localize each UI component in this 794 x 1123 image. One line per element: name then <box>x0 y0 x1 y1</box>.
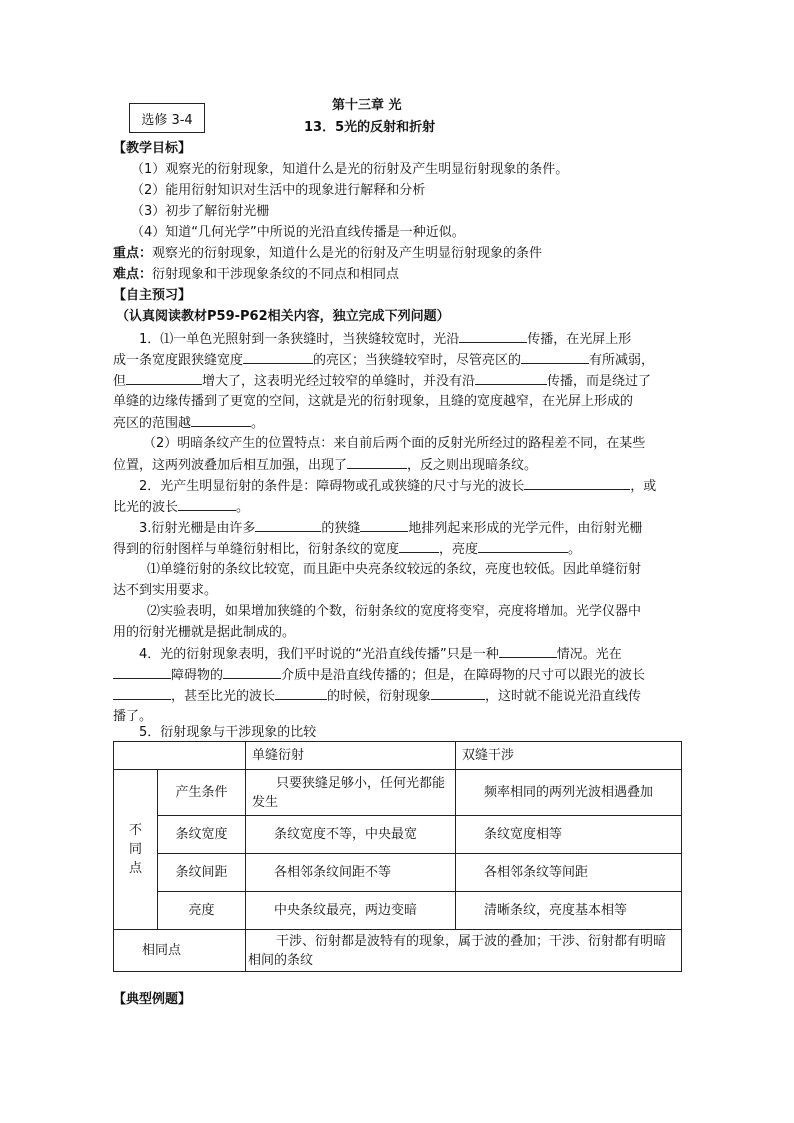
answer-blank[interactable] <box>499 644 557 658</box>
q1-line: 单缝的边缘传播到了更宽的空间，这就是光的衍射现象，且缝的宽度越窄，在光屏上形成的 <box>113 394 634 409</box>
answer-blank[interactable] <box>459 329 527 343</box>
answer-blank[interactable] <box>255 518 321 532</box>
q2-line: 2．光产生明显衍射的条件是：障碍物或孔或狭缝的尺寸与光的波长 ，或 <box>139 476 656 496</box>
examples-heading: 【典型例题】 <box>113 992 192 1007</box>
key-point-label: 重点： <box>113 246 153 261</box>
table-header-row <box>114 742 682 770</box>
q3-note: ⑵实验表明，如果增加狭缝的个数，衍射条纹的宽度将变窄，亮度将增加。光学仪器中 <box>147 604 642 619</box>
q3-line: 3.衍射光栅是由许多 的狭缝 地排列起来形成的光学元件，由衍射光栅 <box>139 518 642 538</box>
q4-line: 障碍物的 介质中是沿直线传播的；但是，在障碍物的尺寸可以跟光的波长 <box>113 665 645 685</box>
table-row <box>114 770 682 816</box>
table-row <box>114 892 682 930</box>
double-cell: 条纹宽度相等 <box>456 816 682 854</box>
row-label: 产生条件 <box>158 770 246 816</box>
chapter-title: 第十三章 光 <box>332 98 402 113</box>
single-cell: 条纹宽度不等，中央最宽 <box>246 816 456 854</box>
q4-line: 4．光的衍射现象表明，我们平时说的“光沿直线传播”只是一种 情况。光在 <box>139 644 622 664</box>
objective-item: （1）观察光的衍射现象，知道什么是光的衍射及产生明显衍射现象的条件。 <box>131 162 569 177</box>
preview-instruction: （认真阅读教材P59-P62相关内容，独立完成下列问题） <box>116 309 450 324</box>
q1-line: 但 增大了，这表明光经过较窄的单缝时，并没有沿 传播，而是绕过了 <box>113 371 651 391</box>
lesson-title: 13．5光的反射和折射 <box>304 120 436 135</box>
answer-blank[interactable] <box>126 371 202 385</box>
q1-line: 成一条宽度跟狭缝宽度 的亮区；当狭缝较窄时，尽管亮区的 有所减弱， <box>113 350 654 370</box>
answer-blank[interactable] <box>431 686 485 700</box>
answer-blank[interactable] <box>243 350 313 364</box>
textbook-tag: 选修 3-4 <box>129 103 205 133</box>
q4-line: 播了。 <box>113 709 153 724</box>
q1-part2: 位置，这两列波叠加后相互加强，出现了 ，反之则出现暗条纹。 <box>113 455 537 475</box>
double-cell: 各相邻条纹等间距 <box>456 854 682 892</box>
same-text: 干涉、衍射都是波特有的现象，属于波的叠加；干涉、衍射都有明暗相间的条纹 <box>246 930 682 972</box>
q1-part2: （2）明暗条纹产生的位置特点：来自前后两个面的反射光所经过的路程差不同，在某些 <box>143 436 646 451</box>
key-point-text: 观察光的衍射现象，知道什么是光的衍射及产生明显衍射现象的条件 <box>152 246 543 261</box>
difficulty-point <box>113 265 399 284</box>
objective-item: （3）初步了解衍射光栅 <box>131 204 270 219</box>
table-corner-cell <box>114 742 246 770</box>
q1-line: 1．⑴一单色光照射到一条狭缝时，当狭缝较宽时，光沿 传播，在光屏上形 <box>139 329 631 349</box>
difficulty-label: 难点： <box>113 267 153 282</box>
objectives-heading: 【教学目标】 <box>113 141 192 156</box>
preview-heading: 【自主预习】 <box>113 288 192 303</box>
objective-item: （4）知道“几何光学”中所说的光沿直线传播是一种近似。 <box>131 225 465 240</box>
single-cell: 各相邻条纹间距不等 <box>246 854 456 892</box>
double-cell: 频率相同的两列光波相遇叠加 <box>456 770 682 816</box>
answer-blank[interactable] <box>113 665 171 679</box>
q3-note: 达不到实用要求。 <box>113 583 218 598</box>
row-label: 亮度 <box>158 892 246 930</box>
table-row <box>114 930 682 972</box>
objective-item: （2）能用衍射知识对生活中的现象进行解释和分析 <box>131 183 426 198</box>
difficulty-text: 衍射现象和干涉现象条纹的不同点和相同点 <box>152 267 400 282</box>
row-label: 条纹宽度 <box>158 816 246 854</box>
answer-blank[interactable] <box>478 539 568 553</box>
same-label: 相同点 <box>114 930 246 972</box>
answer-blank[interactable] <box>347 455 407 469</box>
answer-blank[interactable] <box>223 665 281 679</box>
answer-blank[interactable] <box>399 539 439 553</box>
q2-line: 比光的波长 。 <box>113 497 249 517</box>
table-row <box>114 854 682 892</box>
q3-note: ⑴单缝衍射的条纹比较宽，而且距中央亮条纹较远的条纹，亮度也较低。因此单缝衍射 <box>147 562 642 577</box>
answer-blank[interactable] <box>275 686 327 700</box>
answer-blank[interactable] <box>524 476 630 490</box>
double-cell: 清晰条纹，亮度基本相等 <box>456 892 682 930</box>
q3-line: 得到的衍射图样与单缝衍射相比，衍射条纹的宽度 ，亮度 。 <box>113 539 581 559</box>
answer-blank[interactable] <box>521 350 589 364</box>
single-cell: 中央条纹最亮，两边变暗 <box>246 892 456 930</box>
table-row <box>114 816 682 854</box>
q3-note: 用的衍射光栅就是据此制成的。 <box>113 625 296 640</box>
q4-line: ，甚至比光的波长 的时候，衍射现象 ，这时就不能说光沿直线传 <box>113 686 641 706</box>
key-point <box>113 244 542 263</box>
comparison-table <box>113 741 682 972</box>
header-double-slit: 双缝干涉 <box>456 742 682 770</box>
answer-blank[interactable] <box>475 371 547 385</box>
q5-title: 5．衍射现象与干涉现象的比较 <box>139 725 317 740</box>
answer-blank[interactable] <box>113 686 171 700</box>
single-cell: 只要狭缝足够小，任何光都能发生 <box>246 770 456 816</box>
answer-blank[interactable] <box>191 413 251 427</box>
answer-blank[interactable] <box>360 518 408 532</box>
diff-label: 不 同 点 <box>114 770 158 930</box>
header-single-slit: 单缝衍射 <box>246 742 456 770</box>
row-label: 条纹间距 <box>158 854 246 892</box>
q1-line: 亮区的范围越 。 <box>113 413 264 433</box>
answer-blank[interactable] <box>178 497 236 511</box>
